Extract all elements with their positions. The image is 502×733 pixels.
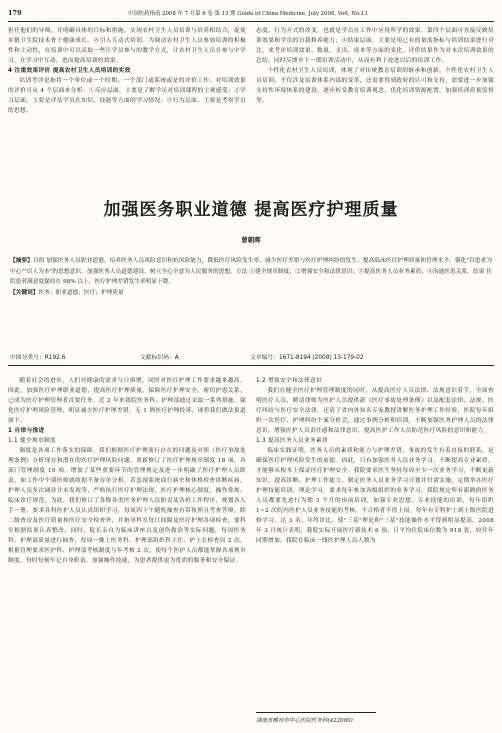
section-heading: 4 注重效果评价 提高农村卫生人员培训的实效 bbox=[8, 68, 131, 74]
top-left-column bbox=[8, 26, 246, 116]
body-right-column bbox=[256, 376, 494, 546]
abstract-text: 目的 加强医务人员职业道德，培养医务人员风险意识和抗风险能力，降低医疗风险发生率，减少医疗差错与医疗护理纠纷的发生，提高临床医疗护理质量和管理水平。强化"以患者为中心""以人为本"的思想意识，加强医务人员道德建设，树立全心全意为人民服务的思想。方法 ①建全规章制度；②增强安全和法律意识；③提高医务人员业务素质；④沟通医患关系。结果 住院患者满意度保持在 98% 以上，医疗护理差错发生率明显下降。 bbox=[10, 258, 493, 285]
paragraph: 担任他们的导师，并明确具体的目标和措施，实现农村卫生人员培训与培养相结合，促使乡镇卫生院技术骨干健康成长。⑧引入互动式培训。为调动农村卫生人员参加培训的积极性和主动性，在培训中可以采取一些让学员参与的教学方式，让农村卫生人员在参与中学习，在学习中互动，进而提高培训的效果。 bbox=[8, 28, 246, 64]
paragraph: 态度、行为方式的改变，也就是学员在工作中应用所学的效果。第四个层面可直接反映培训效果和学员的自我修养能力；④结果层面，主要是用已有的量度指标与培训结果进行对比，来考评培训效果、数量、支出、成本等方面的变化。评价结果作为对本次培训效果的总结，同时反馈至下一期培训活动中，从而有利于改进以后的培训工作。 bbox=[256, 28, 494, 64]
abstract-label: 【摘要】 bbox=[10, 258, 34, 264]
paragraph: 制度是各项工作落实的保障。我们根据医疗护理流行存在的问题及对照《医疗事故处理条例》分析现存和潜在的医疗护理风险问题，重新修订了医疗护理规章制度 18 项，各部门管理制度 10 项。增加了某些重要环节的管理规定及进一步明确了医疗护理人员职责，如工作中个别医师就收据不备存单分析，若忽视系统商行病史和体格检查诊断疾病，护理人员多次调诊并未发现等，严格执行医疗护理法规、医疗护理核心制度、操作常规、临床诊疗规范，为此，我们修订了各级各类医务护理人员职责及各班工作程序，规划各人手一册，要求各科医护人员认真组织学习，每周四下午随机抽查有带执照且考查答辩，除二级查房及医疗质量和医疗安全检查外，并指导科室每日间隔及医疗护理各项检查，要科室根据结果认真整改，同时，院长亲自为临床讲座以及创伤救治等实际问题，每周医务科、护理部质量进行抽查，每周一晚上医务科、护理部组织科主任、护士长检查周 2 次，根据管理要求医护科、护理部考核制度与年考核 2 次，使每个医护人员都能掌握各项规章制度，每时每刻牢记自身职责，加强操作技能，为患者提供更为优质的服务和安全保证。 bbox=[8, 448, 246, 564]
top-right-column bbox=[256, 26, 494, 106]
footnote-rule bbox=[256, 712, 376, 713]
paragraph: 个性化农村卫生人员培训，体现了对传统教育培训的继承和创新。个性化农村卫生人员培训，不仅涉及培训体系内部的变革，还需要得到政府的认可和支持，需要进一步加强支持性环境体系的建设，逐步转变教育培训观念，优化培训资源配置，加强培训质量监督等。 bbox=[256, 68, 494, 104]
article-number: 文章编号：1671-8194 (2008) 13-179-02 bbox=[250, 355, 364, 361]
keywords-label: 【关键词】 bbox=[10, 289, 39, 296]
section-heading: 1 自律与推进 bbox=[8, 428, 45, 434]
subsection-heading: 1.1 健全规章制度 bbox=[8, 438, 56, 444]
meta-rule bbox=[8, 365, 494, 366]
paragraph: 随着社会的进步，人们对健康的需求与日俱增，同时对医疗护理工作要求越来越高。因此，加强医疗护理职业道德，提高医疗护理质量，保障医疗护理安全，密切护患关系，已成为医疗护理管理者首要任务。近 2 年来我院医务科、护理部通过采取一系列措施，强化医疗护理风险管理，明显减少医疗护理差错，无 1 例医疗护理投诉，现将我们做法报道如下。 bbox=[8, 378, 246, 424]
paragraph: 培训考评是指将一个单位或一个时期，一个部门或系统或是的评价工作，对培训效果的评价可从 4 个层面来分析：①反应层面，主要是了解学员对培训课程的主观感受；②学习层面，主要是评估学员在知识、技能等方面的学习情况；③行为层面，主要是考察学员的思想、 bbox=[8, 78, 246, 114]
author: 曾朝晖 bbox=[241, 236, 261, 244]
article-title: 加强医务职业道德 提高医疗护理质量 bbox=[103, 200, 399, 220]
page-number: 179 bbox=[8, 9, 22, 17]
subsection-heading: 1.2 增强安全和法律意识 bbox=[256, 378, 322, 384]
document-code: 文献标识码：A bbox=[140, 355, 179, 361]
abstract-block bbox=[10, 256, 492, 298]
body-left-column bbox=[8, 376, 246, 566]
running-header bbox=[8, 8, 494, 20]
subsection-heading: 1.3 提高医务人员业务素质 bbox=[256, 438, 328, 444]
keywords: 医务；职业道德；医疗；护理质量 bbox=[38, 289, 124, 296]
paragraph: 临床实践证明，医务人员的素质和能力与护理差错、事故的发生有着直接的联系，是确保医疗护理风险发生的前提。因此，只有加强医务人员业务学习，不断提高专业素质，才能够从根本上保证医疗护理安全。我院要求医生坚持每周至少一次业务学习，不断更新知识、提高诊断、护理工作能力。制定医务人员业务学习计划并付诸实施，定期举办医疗护理技能培训、理论学习，要求每年参加各级组织的业务学习，我院规定所有新聘的医务人员都要先进行为期 3 个月的岗前培训，加强专业思想、专业技能的培训，每年组织 1~2 次院内医护人员业务技能的考核，不合格者不得上岗。每年有专科护士到上级医院进修学习，达 3 名，年终评比、使"三基"理论和"三基"技能操作水平得到明显提高。2008 年 3 月统计表明，我院实际开展医疗新技术 6 项，日平均住院床位数为 918 张，较往年同期增加，我院在临床一线医护理人员人数为 bbox=[256, 448, 494, 544]
affiliation-footnote: 湖南省郴州市中心医院医务科(422000) bbox=[256, 718, 353, 724]
header-rule bbox=[8, 21, 494, 22]
paragraph: 我们在健全医疗护理管理制度的同时，从提高医疗人员法律、法规意识着手，全面查明医疗人员，聘请律师为医护人员提供新《医疗事故处理条例》以及配套法律、法规、医疗纠纷与医疗安全法律，还请了省内外知名专家教授讲解医务护理工作经验，医院每年组织一次医疗、护理纠纷个案分析会，通过事例分析和培训，不断加强医务护理人员的法律意识，增强医护人员责任感和法律意识，提高医护工作人员防范医疗风险的意识和能力。 bbox=[256, 388, 494, 434]
journal-running-title: 中国医药指南 2008 年 7 月第 6 卷 第 13 期 Guide of China Medicine, July 2008, Vo6, No.13 bbox=[128, 11, 368, 17]
classification-number: 中图分类号：R192.6 bbox=[10, 355, 66, 361]
